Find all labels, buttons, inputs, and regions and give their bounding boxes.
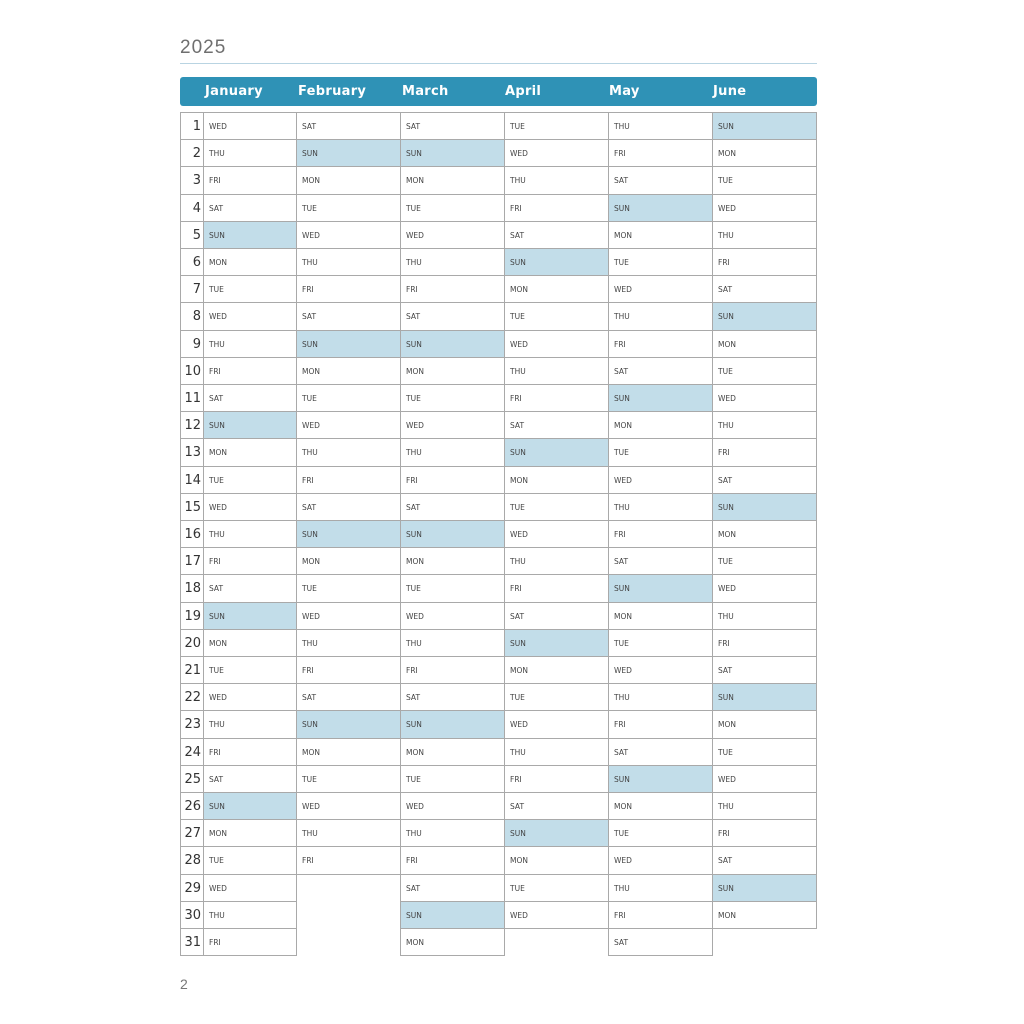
day-cell-january-29[interactable]: WED <box>203 874 297 902</box>
day-cell-march-3[interactable]: MON <box>400 166 505 194</box>
day-number-8: 8 <box>180 302 204 330</box>
day-cell-april-8[interactable]: TUE <box>504 302 609 330</box>
day-number-25: 25 <box>180 765 204 793</box>
day-cell-april-27[interactable]: SUN <box>504 819 609 847</box>
day-cell-january-12[interactable]: SUN <box>203 411 297 439</box>
day-cell-february-20[interactable]: THU <box>296 629 401 657</box>
day-number-24: 24 <box>180 738 204 766</box>
day-cell-may-3[interactable]: SAT <box>608 166 713 194</box>
month-header-june: June <box>713 84 747 99</box>
day-number-5: 5 <box>180 221 204 249</box>
day-cell-january-23[interactable]: THU <box>203 710 297 738</box>
day-cell-june-16[interactable]: MON <box>712 520 817 548</box>
day-cell-may-7[interactable]: WED <box>608 275 713 303</box>
day-cell-june-19[interactable]: THU <box>712 602 817 630</box>
day-cell-june-6[interactable]: FRI <box>712 248 817 276</box>
day-cell-april-7[interactable]: MON <box>504 275 609 303</box>
day-cell-march-27[interactable]: THU <box>400 819 505 847</box>
day-cell-february-16[interactable]: SUN <box>296 520 401 548</box>
day-cell-june-3[interactable]: TUE <box>712 166 817 194</box>
day-cell-january-14[interactable]: TUE <box>203 466 297 494</box>
day-cell-january-17[interactable]: FRI <box>203 547 297 575</box>
day-cell-january-6[interactable]: MON <box>203 248 297 276</box>
day-cell-may-13[interactable]: TUE <box>608 438 713 466</box>
day-cell-april-17[interactable]: THU <box>504 547 609 575</box>
day-number-28: 28 <box>180 846 204 874</box>
day-cell-january-16[interactable]: THU <box>203 520 297 548</box>
day-cell-april-10[interactable]: THU <box>504 357 609 385</box>
day-cell-february-27[interactable]: THU <box>296 819 401 847</box>
day-number-31: 31 <box>180 928 204 956</box>
day-cell-march-22[interactable]: SAT <box>400 683 505 711</box>
day-cell-march-17[interactable]: MON <box>400 547 505 575</box>
day-number-17: 17 <box>180 547 204 575</box>
day-cell-january-3[interactable]: FRI <box>203 166 297 194</box>
day-cell-january-10[interactable]: FRI <box>203 357 297 385</box>
day-cell-january-21[interactable]: TUE <box>203 656 297 684</box>
day-cell-january-26[interactable]: SUN <box>203 792 297 820</box>
day-number-14: 14 <box>180 466 204 494</box>
page-number: 2 <box>180 976 188 992</box>
day-cell-june-26[interactable]: THU <box>712 792 817 820</box>
day-number-26: 26 <box>180 792 204 820</box>
day-cell-february-28[interactable]: FRI <box>296 846 401 874</box>
day-cell-june-9[interactable]: MON <box>712 330 817 358</box>
day-cell-june-17[interactable]: TUE <box>712 547 817 575</box>
day-cell-april-3[interactable]: THU <box>504 166 609 194</box>
day-cell-may-8[interactable]: THU <box>608 302 713 330</box>
day-number-29: 29 <box>180 874 204 902</box>
day-cell-may-26[interactable]: MON <box>608 792 713 820</box>
day-cell-april-13[interactable]: SUN <box>504 438 609 466</box>
day-cell-january-11[interactable]: SAT <box>203 384 297 412</box>
day-cell-march-14[interactable]: FRI <box>400 466 505 494</box>
day-cell-may-19[interactable]: MON <box>608 602 713 630</box>
day-cell-april-4[interactable]: FRI <box>504 194 609 222</box>
day-number-11: 11 <box>180 384 204 412</box>
day-cell-june-14[interactable]: SAT <box>712 466 817 494</box>
day-cell-may-1[interactable]: THU <box>608 112 713 140</box>
day-cell-march-26[interactable]: WED <box>400 792 505 820</box>
month-header-bar <box>180 77 817 106</box>
day-cell-may-11[interactable]: SUN <box>608 384 713 412</box>
day-number-12: 12 <box>180 411 204 439</box>
day-cell-april-18[interactable]: FRI <box>504 574 609 602</box>
day-cell-may-25[interactable]: SUN <box>608 765 713 793</box>
day-cell-may-31[interactable]: SAT <box>608 928 713 956</box>
day-cell-june-12[interactable]: THU <box>712 411 817 439</box>
day-cell-april-19[interactable]: SAT <box>504 602 609 630</box>
day-cell-march-23[interactable]: SUN <box>400 710 505 738</box>
day-cell-february-5[interactable]: WED <box>296 221 401 249</box>
day-cell-march-12[interactable]: WED <box>400 411 505 439</box>
day-cell-may-16[interactable]: FRI <box>608 520 713 548</box>
day-cell-march-30[interactable]: SUN <box>400 901 505 929</box>
day-cell-april-16[interactable]: WED <box>504 520 609 548</box>
day-cell-march-6[interactable]: THU <box>400 248 505 276</box>
day-cell-march-25[interactable]: TUE <box>400 765 505 793</box>
day-cell-february-6[interactable]: THU <box>296 248 401 276</box>
day-cell-april-1[interactable]: TUE <box>504 112 609 140</box>
day-cell-may-14[interactable]: WED <box>608 466 713 494</box>
day-cell-may-28[interactable]: WED <box>608 846 713 874</box>
day-cell-january-5[interactable]: SUN <box>203 221 297 249</box>
day-cell-february-13[interactable]: THU <box>296 438 401 466</box>
day-number-27: 27 <box>180 819 204 847</box>
day-cell-february-9[interactable]: SUN <box>296 330 401 358</box>
day-number-13: 13 <box>180 438 204 466</box>
day-cell-may-21[interactable]: WED <box>608 656 713 684</box>
day-cell-april-2[interactable]: WED <box>504 139 609 167</box>
month-header-march: March <box>402 84 449 99</box>
day-cell-april-24[interactable]: THU <box>504 738 609 766</box>
day-cell-march-1[interactable]: SAT <box>400 112 505 140</box>
day-cell-february-22[interactable]: SAT <box>296 683 401 711</box>
day-cell-may-30[interactable]: FRI <box>608 901 713 929</box>
day-cell-march-13[interactable]: THU <box>400 438 505 466</box>
day-number-10: 10 <box>180 357 204 385</box>
day-cell-june-2[interactable]: MON <box>712 139 817 167</box>
day-cell-may-12[interactable]: MON <box>608 411 713 439</box>
day-cell-february-3[interactable]: MON <box>296 166 401 194</box>
day-cell-april-22[interactable]: TUE <box>504 683 609 711</box>
day-number-3: 3 <box>180 166 204 194</box>
month-header-may: May <box>609 84 640 99</box>
day-cell-february-14[interactable]: FRI <box>296 466 401 494</box>
day-number-20: 20 <box>180 629 204 657</box>
day-cell-january-7[interactable]: TUE <box>203 275 297 303</box>
day-cell-april-6[interactable]: SUN <box>504 248 609 276</box>
day-cell-april-25[interactable]: FRI <box>504 765 609 793</box>
day-cell-january-27[interactable]: MON <box>203 819 297 847</box>
day-cell-january-20[interactable]: MON <box>203 629 297 657</box>
month-header-january: January <box>205 84 263 99</box>
day-cell-june-21[interactable]: SAT <box>712 656 817 684</box>
day-cell-may-10[interactable]: SAT <box>608 357 713 385</box>
day-cell-may-4[interactable]: SUN <box>608 194 713 222</box>
day-cell-march-24[interactable]: MON <box>400 738 505 766</box>
day-cell-may-20[interactable]: TUE <box>608 629 713 657</box>
day-cell-february-7[interactable]: FRI <box>296 275 401 303</box>
day-number-4: 4 <box>180 194 204 222</box>
day-cell-march-10[interactable]: MON <box>400 357 505 385</box>
day-number-30: 30 <box>180 901 204 929</box>
day-cell-may-2[interactable]: FRI <box>608 139 713 167</box>
day-cell-april-23[interactable]: WED <box>504 710 609 738</box>
day-cell-january-31[interactable]: FRI <box>203 928 297 956</box>
day-number-21: 21 <box>180 656 204 684</box>
day-cell-february-8[interactable]: SAT <box>296 302 401 330</box>
day-cell-february-24[interactable]: MON <box>296 738 401 766</box>
day-cell-january-2[interactable]: THU <box>203 139 297 167</box>
day-cell-june-13[interactable]: FRI <box>712 438 817 466</box>
day-cell-february-17[interactable]: MON <box>296 547 401 575</box>
day-cell-april-29[interactable]: TUE <box>504 874 609 902</box>
day-cell-june-11[interactable]: WED <box>712 384 817 412</box>
day-cell-february-23[interactable]: SUN <box>296 710 401 738</box>
day-cell-january-15[interactable]: WED <box>203 493 297 521</box>
day-cell-march-9[interactable]: SUN <box>400 330 505 358</box>
day-cell-february-18[interactable]: TUE <box>296 574 401 602</box>
day-cell-may-15[interactable]: THU <box>608 493 713 521</box>
day-cell-january-8[interactable]: WED <box>203 302 297 330</box>
day-cell-january-24[interactable]: FRI <box>203 738 297 766</box>
day-cell-april-15[interactable]: TUE <box>504 493 609 521</box>
day-cell-march-2[interactable]: SUN <box>400 139 505 167</box>
day-cell-june-5[interactable]: THU <box>712 221 817 249</box>
day-cell-june-29[interactable]: SUN <box>712 874 817 902</box>
day-cell-january-13[interactable]: MON <box>203 438 297 466</box>
day-number-19: 19 <box>180 602 204 630</box>
day-cell-april-21[interactable]: MON <box>504 656 609 684</box>
day-cell-may-24[interactable]: SAT <box>608 738 713 766</box>
day-cell-january-4[interactable]: SAT <box>203 194 297 222</box>
day-cell-june-10[interactable]: TUE <box>712 357 817 385</box>
day-cell-may-17[interactable]: SAT <box>608 547 713 575</box>
day-cell-april-28[interactable]: MON <box>504 846 609 874</box>
day-cell-april-9[interactable]: WED <box>504 330 609 358</box>
day-cell-march-21[interactable]: FRI <box>400 656 505 684</box>
day-cell-march-15[interactable]: SAT <box>400 493 505 521</box>
day-cell-march-4[interactable]: TUE <box>400 194 505 222</box>
day-cell-march-16[interactable]: SUN <box>400 520 505 548</box>
day-cell-january-18[interactable]: SAT <box>203 574 297 602</box>
day-number-15: 15 <box>180 493 204 521</box>
day-cell-february-12[interactable]: WED <box>296 411 401 439</box>
day-cell-june-28[interactable]: SAT <box>712 846 817 874</box>
day-cell-february-10[interactable]: MON <box>296 357 401 385</box>
day-cell-june-27[interactable]: FRI <box>712 819 817 847</box>
day-cell-march-7[interactable]: FRI <box>400 275 505 303</box>
month-header-april: April <box>505 84 542 99</box>
day-cell-january-28[interactable]: TUE <box>203 846 297 874</box>
day-cell-april-20[interactable]: SUN <box>504 629 609 657</box>
day-cell-april-14[interactable]: MON <box>504 466 609 494</box>
day-number-7: 7 <box>180 275 204 303</box>
day-number-22: 22 <box>180 683 204 711</box>
day-cell-february-1[interactable]: SAT <box>296 112 401 140</box>
day-cell-march-18[interactable]: TUE <box>400 574 505 602</box>
day-cell-june-15[interactable]: SUN <box>712 493 817 521</box>
day-cell-march-31[interactable]: MON <box>400 928 505 956</box>
day-cell-june-25[interactable]: WED <box>712 765 817 793</box>
day-number-16: 16 <box>180 520 204 548</box>
day-number-2: 2 <box>180 139 204 167</box>
day-cell-march-8[interactable]: SAT <box>400 302 505 330</box>
day-number-6: 6 <box>180 248 204 276</box>
day-cell-march-5[interactable]: WED <box>400 221 505 249</box>
day-cell-february-15[interactable]: SAT <box>296 493 401 521</box>
day-cell-february-25[interactable]: TUE <box>296 765 401 793</box>
day-cell-may-5[interactable]: MON <box>608 221 713 249</box>
day-cell-june-22[interactable]: SUN <box>712 683 817 711</box>
day-cell-march-29[interactable]: SAT <box>400 874 505 902</box>
day-cell-january-30[interactable]: THU <box>203 901 297 929</box>
day-cell-january-25[interactable]: SAT <box>203 765 297 793</box>
day-cell-june-18[interactable]: WED <box>712 574 817 602</box>
day-cell-may-6[interactable]: TUE <box>608 248 713 276</box>
day-cell-june-20[interactable]: FRI <box>712 629 817 657</box>
day-cell-may-9[interactable]: FRI <box>608 330 713 358</box>
year-title: 2025 <box>180 37 227 58</box>
day-cell-june-23[interactable]: MON <box>712 710 817 738</box>
day-cell-june-7[interactable]: SAT <box>712 275 817 303</box>
day-cell-may-22[interactable]: THU <box>608 683 713 711</box>
day-cell-june-8[interactable]: SUN <box>712 302 817 330</box>
day-cell-february-19[interactable]: WED <box>296 602 401 630</box>
day-cell-january-9[interactable]: THU <box>203 330 297 358</box>
day-cell-may-23[interactable]: FRI <box>608 710 713 738</box>
day-cell-june-4[interactable]: WED <box>712 194 817 222</box>
day-cell-march-11[interactable]: TUE <box>400 384 505 412</box>
day-cell-january-19[interactable]: SUN <box>203 602 297 630</box>
day-cell-june-1[interactable]: SUN <box>712 112 817 140</box>
day-cell-january-1[interactable]: WED <box>203 112 297 140</box>
day-cell-february-4[interactable]: TUE <box>296 194 401 222</box>
day-cell-march-20[interactable]: THU <box>400 629 505 657</box>
day-cell-june-24[interactable]: TUE <box>712 738 817 766</box>
day-cell-may-18[interactable]: SUN <box>608 574 713 602</box>
day-number-18: 18 <box>180 574 204 602</box>
day-cell-january-22[interactable]: WED <box>203 683 297 711</box>
day-cell-february-26[interactable]: WED <box>296 792 401 820</box>
day-cell-march-28[interactable]: FRI <box>400 846 505 874</box>
day-cell-may-29[interactable]: THU <box>608 874 713 902</box>
month-header-february: February <box>298 84 367 99</box>
day-cell-april-11[interactable]: FRI <box>504 384 609 412</box>
day-cell-april-5[interactable]: SAT <box>504 221 609 249</box>
day-cell-april-30[interactable]: WED <box>504 901 609 929</box>
day-cell-february-21[interactable]: FRI <box>296 656 401 684</box>
day-number-9: 9 <box>180 330 204 358</box>
day-cell-june-30[interactable]: MON <box>712 901 817 929</box>
day-number-23: 23 <box>180 710 204 738</box>
day-cell-april-26[interactable]: SAT <box>504 792 609 820</box>
day-number-1: 1 <box>180 112 204 140</box>
day-cell-april-12[interactable]: SAT <box>504 411 609 439</box>
title-divider <box>180 63 817 64</box>
day-cell-may-27[interactable]: TUE <box>608 819 713 847</box>
day-cell-february-2[interactable]: SUN <box>296 139 401 167</box>
day-cell-march-19[interactable]: WED <box>400 602 505 630</box>
day-cell-february-11[interactable]: TUE <box>296 384 401 412</box>
